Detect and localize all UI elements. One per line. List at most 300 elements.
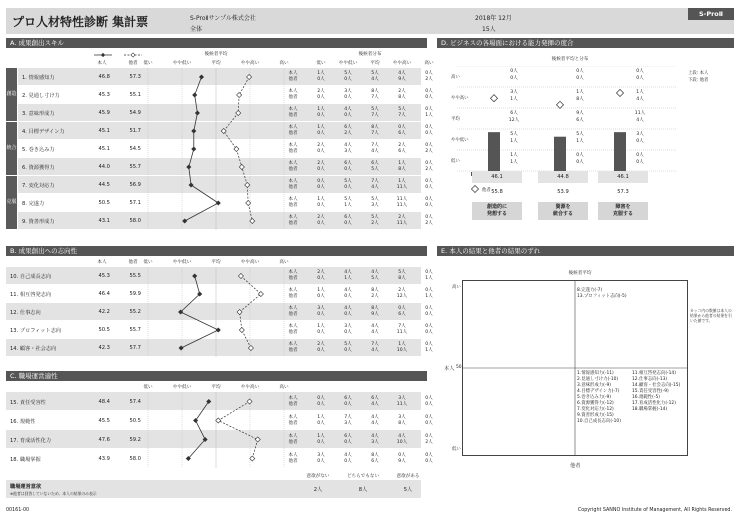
other-score: 55.1 (129, 92, 141, 98)
self-score: 43.1 (98, 218, 110, 224)
d-self-score: 44.8 (538, 171, 588, 183)
dist-self-count: 0人 (317, 395, 325, 401)
other-score: 59.2 (129, 436, 141, 443)
dist-self-count: 3人 (398, 395, 406, 401)
dist-self-count: 0人 (425, 324, 433, 329)
dist-other-count: 0人 (344, 221, 352, 226)
dist-self-count: 1人 (317, 433, 325, 439)
d-dist-self: 0人 (576, 153, 584, 158)
d-legend-note-1: 上段: 本人 (688, 71, 709, 76)
item-label: 17. 育成活性化力 (10, 437, 52, 444)
e-top-label: 後候者平均 (568, 271, 592, 276)
self-bar (614, 132, 626, 171)
self-point (189, 182, 194, 187)
dist-self-count: 2人 (398, 89, 406, 94)
will-value: 2人 (313, 487, 323, 493)
dist-other-count: 0人 (425, 131, 433, 136)
e-item: 11.相互啓発志向(-14) (632, 371, 676, 376)
group-label: 克服 (6, 176, 17, 229)
dist-row-other-label: 他者 (288, 95, 298, 100)
dist-row-self-label: 本人 (288, 179, 298, 184)
item-label: 12. 仕事志向 (10, 310, 41, 316)
dist-self-count: 5人 (371, 71, 379, 76)
level-label: やや高い (451, 96, 469, 101)
other-score: 54.9 (129, 110, 141, 116)
dist-self-count: 6人 (344, 125, 352, 130)
e-x-label: 他者 (570, 463, 581, 469)
dist-col-header: やや低い (338, 61, 358, 66)
d-dist-self: 0人 (636, 69, 644, 74)
dist-other-count: 4人 (371, 149, 379, 154)
dist-other-count: 0人 (425, 203, 433, 208)
self-score: 42.3 (98, 345, 110, 351)
other-score: 58.0 (129, 218, 141, 224)
dist-other-count: 0人 (317, 77, 325, 82)
dist-other-count: 0人 (317, 113, 325, 118)
scale-label: 低い (143, 385, 153, 390)
item-label: 5. 巻き込み力 (22, 147, 55, 153)
dist-self-count: 3人 (317, 452, 325, 458)
d-dist-self: 6人 (510, 111, 518, 116)
other-series-line (218, 402, 257, 459)
dist-other-count: 0人 (344, 113, 352, 118)
d-dist-self: 3人 (510, 90, 518, 95)
other-score: 55.7 (129, 327, 141, 333)
self-point (192, 273, 197, 278)
dist-other-count: 2人 (425, 77, 433, 82)
dist-row-self-label: 本人 (288, 452, 298, 458)
dist-row-other-label: 他者 (288, 330, 298, 335)
e-item: 17.育成活性化力(-12) (632, 401, 676, 406)
scale-label: 高い (279, 61, 289, 66)
dist-other-count: 9人 (371, 312, 379, 317)
profile-chart (6, 392, 427, 472)
other-point (239, 164, 244, 169)
d-dist-self: 1人 (510, 153, 518, 158)
scale-label: やや高い (240, 385, 260, 390)
dist-self-count: 1人 (317, 414, 325, 420)
dist-other-count: 0人 (317, 95, 325, 100)
scale-label: 高い (279, 260, 289, 265)
dist-other-count: 7人 (371, 113, 379, 118)
dist-self-count: 4人 (398, 71, 406, 76)
dist-self-count: 5人 (398, 270, 406, 275)
self-bar (554, 137, 566, 171)
will-value: 8人 (358, 487, 368, 493)
self-point (182, 218, 187, 223)
dist-self-count: 8人 (371, 288, 379, 293)
dist-self-count: 2人 (317, 89, 325, 94)
section-a-title: A. 成果創出スキル (6, 38, 427, 48)
dist-other-count: 0人 (425, 401, 433, 407)
d-dist-other: 1人 (510, 139, 518, 144)
dist-row-self-label: 本人 (288, 161, 298, 166)
page-title: プロ人材特性診断 集計票 (12, 15, 149, 29)
scale-label: 低い (143, 260, 153, 265)
other-score: 56.9 (129, 182, 141, 188)
other-point (234, 146, 239, 151)
e-item: 12.仕事志向(-13) (632, 377, 668, 382)
dist-row-self-label: 本人 (288, 306, 298, 311)
dist-other-count: 0人 (344, 458, 352, 464)
dist-col-header: やや高い (392, 61, 412, 66)
section-e-title: E. 本人の結果と他者の結果のずれ (437, 246, 734, 256)
dist-other-count: 3人 (371, 203, 379, 208)
dist-self-count: 0人 (425, 342, 433, 347)
dist-other-count: 0人 (317, 276, 325, 281)
other-point (237, 309, 242, 314)
dist-other-count: 3人 (344, 149, 352, 154)
scale-label: やや低い (172, 260, 192, 265)
dist-self-count: 7人 (398, 324, 406, 329)
dist-self-count: 5人 (344, 179, 352, 184)
dist-other-count: 0人 (317, 439, 325, 445)
dist-row-self-label: 本人 (288, 71, 298, 76)
d-dist-self: 5人 (510, 132, 518, 137)
dist-self-count: 0人 (425, 414, 433, 420)
dist-self-count: 0人 (398, 125, 406, 130)
dist-self-count: 3人 (344, 324, 352, 329)
e-item: 6.資源獲得力(-12) (577, 401, 614, 406)
e-item: 15.責任受容性(-9) (632, 389, 669, 394)
dist-other-count: 0人 (344, 95, 352, 100)
dist-other-count: 8人 (398, 167, 406, 172)
other-score: 57.7 (129, 345, 141, 351)
e-side-note: カッコ内の数値は本人の結果から他者の結果を引いた値です。 (690, 308, 732, 323)
dist-other-count: 12人 (396, 294, 408, 299)
report-date: 2018年 12月 (475, 15, 512, 22)
dist-other-count: 6人 (398, 149, 406, 154)
dist-self-count: 4人 (344, 306, 352, 311)
dist-row-other-label: 他者 (288, 439, 298, 445)
dist-row-other-label: 他者 (288, 221, 298, 226)
item-label: 1. 情報感知力 (22, 75, 55, 81)
d-other-score: 55.8 (491, 189, 503, 195)
dist-other-count: 9人 (398, 458, 406, 464)
dist-self-count: 0人 (425, 215, 433, 220)
dist-other-count: 2人 (344, 131, 352, 136)
will-value: 5人 (403, 487, 413, 493)
d-dist-self: 0人 (636, 153, 644, 158)
dist-self-count: 1人 (317, 71, 325, 76)
dist-other-count: 8人 (398, 276, 406, 281)
legend-other-marker (131, 53, 135, 57)
e-y-label: 本人 (444, 366, 455, 372)
dist-other-count: 3人 (344, 420, 352, 426)
other-point (250, 456, 255, 461)
item-label: 10. 自己成長志向 (10, 274, 52, 280)
dist-self-count: 1人 (317, 288, 325, 293)
item-label: 13. プロフィット志向 (10, 328, 61, 334)
self-point (195, 110, 200, 115)
dist-row-other-label: 他者 (288, 203, 298, 208)
dist-col-header: 低い (316, 61, 326, 66)
dist-row-other-label: 他者 (288, 276, 298, 281)
other-score: 54.5 (129, 146, 141, 152)
dist-self-count: 1人 (317, 125, 325, 130)
dist-other-count: 7人 (371, 95, 379, 100)
dist-self-count: 5人 (371, 197, 379, 202)
dist-col-header: 平均 (370, 61, 380, 66)
d-column-label: 障害を 克服する (598, 202, 648, 220)
dist-self-count: 0人 (425, 306, 433, 311)
dist-other-count: 0人 (425, 95, 433, 100)
d-legend-note-2: 下段: 他者 (688, 78, 709, 83)
dist-other-count: 0人 (425, 420, 433, 426)
dist-self-count: 0人 (425, 89, 433, 94)
d-other-score: 53.9 (557, 189, 569, 195)
other-score: 55.7 (129, 164, 141, 170)
dist-self-count: 6人 (344, 433, 352, 439)
will-note: ※他者は回答していないため、本人の結果のみ表示 (10, 491, 97, 496)
d-dist-self: 9人 (576, 111, 584, 116)
dist-self-count: 4人 (371, 414, 379, 420)
dist-row-other-label: 他者 (288, 401, 298, 407)
brand-badge: S-ProⅡ (688, 8, 734, 20)
dist-other-count: 0人 (317, 458, 325, 464)
item-label: 14. 顧客・社会志向 (10, 346, 57, 352)
dist-row-self-label: 本人 (288, 125, 298, 130)
d-dist-self: 3人 (636, 132, 644, 137)
dist-self-count: 7人 (371, 342, 379, 347)
dist-other-count: 8人 (398, 95, 406, 100)
self-score: 44.0 (98, 164, 110, 170)
other-score: 57.3 (129, 74, 141, 80)
col-self-header: 本人 (97, 260, 107, 265)
dist-self-count: 1人 (398, 342, 406, 347)
self-point (186, 164, 191, 169)
dist-other-count: 1人 (425, 348, 433, 353)
d-self-score: 46.1 (598, 171, 648, 183)
dist-other-count: 9人 (398, 77, 406, 82)
d-dist-self: 0人 (510, 69, 518, 74)
dist-other-count: 1人 (425, 113, 433, 118)
dist-self-count: 5人 (344, 197, 352, 202)
dist-self-count: 4人 (344, 143, 352, 148)
dist-self-count: 4人 (371, 433, 379, 439)
self-score: 45.1 (98, 146, 110, 152)
dist-other-count: 4人 (371, 348, 379, 353)
other-score: 51.7 (129, 128, 141, 134)
dist-other-count: 0人 (344, 401, 352, 407)
dist-other-count: 5人 (371, 276, 379, 281)
self-score: 45.3 (98, 92, 110, 98)
d-column-label: 創造的に 発想する (472, 202, 522, 220)
legend-self-marker (101, 53, 105, 57)
item-label: 7. 変化対応力 (22, 183, 55, 189)
self-point (191, 128, 196, 133)
dist-other-count: 0人 (317, 131, 325, 136)
dist-other-count: 0人 (317, 221, 325, 226)
dist-other-count: 0人 (344, 312, 352, 317)
dist-other-count: 0人 (317, 203, 325, 208)
e-item: 10.自己成長志向(-10) (577, 419, 621, 424)
e-item: 13.プロフィット志向(-5) (577, 294, 627, 299)
will-title: 職場運営意欲 (10, 484, 42, 490)
dist-other-count: 1人 (344, 276, 352, 281)
e-item: 16.規範性(-5) (632, 395, 660, 400)
footer-copyright: Copyright SANNO Institute of Management, All Rights Reserved. (577, 508, 732, 513)
dist-self-count: 2人 (398, 288, 406, 293)
dist-self-count: 0人 (398, 306, 406, 311)
self-series-line (185, 77, 219, 221)
dist-other-count: 8人 (398, 420, 406, 426)
d-dist-other: 0人 (636, 160, 644, 165)
dist-row-other-label: 他者 (288, 167, 298, 172)
dist-row-other-label: 他者 (288, 348, 298, 353)
item-label: 18. 職場掌握 (10, 456, 41, 463)
dist-other-count: 0人 (344, 439, 352, 445)
dist-other-count: 0人 (317, 149, 325, 154)
other-score: 57.1 (129, 200, 141, 206)
e-y-high: 高い (452, 285, 461, 290)
dist-self-count: 3人 (317, 306, 325, 311)
scale-label: やや高い (240, 260, 260, 265)
self-point (179, 345, 184, 350)
dist-self-count: 0人 (425, 452, 433, 458)
e-item: 2.見通し寸け力(-10) (577, 377, 619, 382)
self-series-line (181, 276, 219, 348)
other-marker (490, 95, 497, 102)
dist-col-header: 高い (424, 61, 434, 66)
dist-row-self-label: 本人 (288, 288, 298, 293)
dist-other-count: 1人 (425, 294, 433, 299)
d-dist-other: 0人 (576, 76, 584, 81)
dist-row-other-label: 他者 (288, 149, 298, 154)
e-item: 1.情報感知力(-11) (577, 371, 614, 376)
other-score: 50.5 (129, 417, 141, 424)
self-point (216, 200, 221, 205)
dist-other-count: 0人 (344, 167, 352, 172)
scale-label: 平均 (211, 385, 221, 390)
dist-row-other-label: 他者 (288, 312, 298, 317)
dist-row-other-label: 他者 (288, 294, 298, 299)
d-dist-other: 4人 (636, 97, 644, 102)
dist-self-count: 5人 (371, 107, 379, 112)
dist-other-count: 0人 (425, 458, 433, 464)
dist-other-count: 2人 (371, 294, 379, 299)
dist-row-other-label: 他者 (288, 113, 298, 118)
section-d-title: D. ビジネスの各場面における能力発揮の度合 (437, 38, 734, 48)
item-label: 2. 見通し寸け力 (22, 93, 60, 99)
other-score: 55.5 (129, 273, 141, 279)
dist-other-count: 4人 (371, 420, 379, 426)
dist-other-count: 0人 (425, 185, 433, 190)
e-item: 18.職場掌握(-14) (632, 407, 668, 412)
dist-other-count: 6人 (398, 131, 406, 136)
group-label: 統合 (6, 122, 17, 175)
self-score: 42.2 (98, 309, 110, 315)
e-item: 14.顧客・社会志向(-15) (632, 383, 681, 388)
dist-row-self-label: 本人 (288, 270, 298, 275)
self-score: 45.9 (98, 110, 110, 116)
dist-self-count: 5人 (344, 342, 352, 347)
other-score: 55.2 (129, 309, 141, 315)
self-point (216, 327, 221, 332)
d-dist-self: 5人 (576, 132, 584, 137)
dist-other-count: 11人 (396, 330, 408, 335)
dist-other-count: 4人 (371, 330, 379, 335)
dist-self-count: 1人 (317, 107, 325, 112)
dist-other-count: 0人 (425, 312, 433, 317)
dist-other-count: 6人 (398, 312, 406, 317)
dist-other-count: 0人 (317, 348, 325, 353)
d-dist-self: 1人 (576, 90, 584, 95)
dist-other-count: 2人 (425, 149, 433, 154)
dist-other-count: 10人 (396, 439, 408, 445)
other-score: 57.4 (129, 398, 141, 405)
scale-label: 平均 (211, 260, 221, 265)
dist-other-count: 3人 (371, 439, 379, 445)
section-c-title: C. 職場運営適性 (6, 371, 427, 381)
dist-other-count: 0人 (317, 312, 325, 317)
dist-other-count: 11人 (396, 221, 408, 226)
d-row-other: 他者 (482, 188, 491, 193)
self-score: 47.6 (98, 436, 110, 443)
other-point (255, 437, 260, 442)
other-marker (556, 101, 563, 108)
other-point (237, 92, 242, 97)
legend-marks (92, 51, 172, 59)
other-point (247, 399, 252, 404)
other-point (247, 74, 252, 79)
level-label: やや低い (451, 138, 469, 143)
dist-self-count: 4人 (344, 288, 352, 293)
dist-self-count: 0人 (425, 143, 433, 148)
scale-label: やや低い (172, 385, 192, 390)
dist-self-count: 3人 (398, 414, 406, 420)
other-point (216, 418, 221, 423)
dist-row-self-label: 本人 (288, 197, 298, 202)
dist-row-other-label: 他者 (288, 185, 298, 190)
dist-self-count: 4人 (344, 107, 352, 112)
dist-other-count: 10人 (396, 348, 408, 353)
d-dist-other: 12人 (508, 118, 520, 123)
d-dist-other: 1人 (510, 97, 518, 102)
d-dist-other: 0人 (576, 160, 584, 165)
dist-self-count: 11人 (396, 197, 408, 202)
dist-self-count: 1人 (317, 324, 325, 329)
self-score: 50.5 (98, 200, 110, 206)
other-point (248, 345, 253, 350)
item-label: 6. 資源獲得力 (22, 165, 55, 171)
item-label: 11. 相互啓発志向 (10, 292, 52, 298)
dist-self-count: 2人 (317, 270, 325, 275)
e-item: 3.意味形成力(-9) (577, 383, 611, 388)
dist-self-count: 3人 (344, 89, 352, 94)
dist-self-count: 6人 (371, 161, 379, 166)
dist-self-count: 8人 (371, 452, 379, 458)
scale-label: 平均 (211, 61, 221, 66)
dist-self-count: 2人 (317, 161, 325, 166)
dist-self-count: 0人 (425, 107, 433, 112)
dist-self-count: 2人 (398, 215, 406, 220)
other-point (221, 128, 226, 133)
dist-row-self-label: 本人 (288, 107, 298, 112)
self-point (191, 146, 196, 151)
d-avg-title: 後候者平均と分布 (551, 57, 589, 62)
avg-title: 後候者平均 (204, 52, 228, 57)
dist-other-count: 6人 (371, 458, 379, 464)
dist-row-self-label: 本人 (288, 143, 298, 148)
dist-other-count: 0人 (317, 420, 325, 426)
level-label: 平均 (451, 117, 460, 122)
level-label: 高い (451, 75, 460, 80)
self-score: 50.5 (98, 327, 110, 333)
d-dist-other: 6人 (576, 118, 584, 123)
dist-self-count: 0人 (425, 270, 433, 275)
d-dist-self: 0人 (576, 69, 584, 74)
